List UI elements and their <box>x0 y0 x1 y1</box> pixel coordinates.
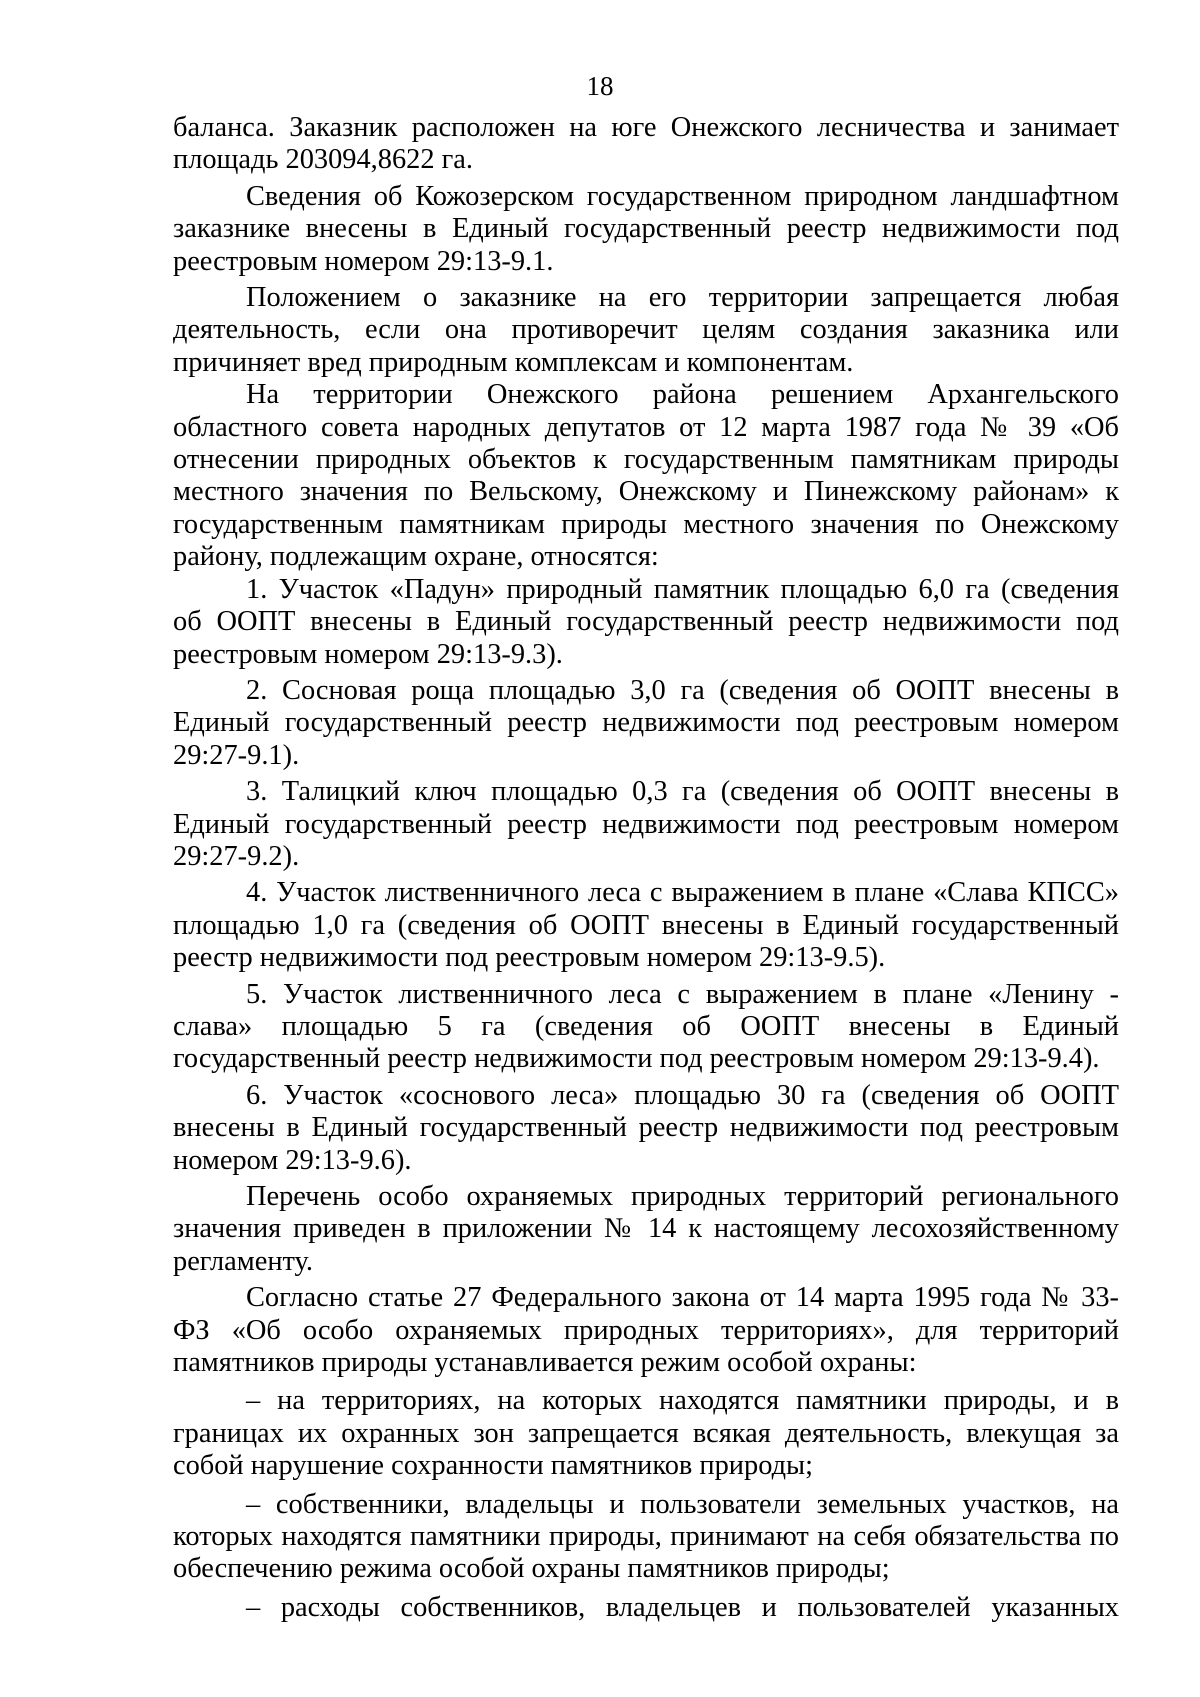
list-item: 5. Участок лиственничного леса с выражением в плане «Ленину - слава» площадью 5 га (сведения об ООПТ внесены в Единый государственный реестр недвижимости под реестровым номером 29:13-9.4). <box>173 978 1119 1075</box>
paragraph: Перечень особо охраняемых природных территорий регионального значения приведен в приложении № 14 к настоящему лесохозяйственному регламенту. <box>173 1181 1119 1277</box>
list-item: 3. Талицкий ключ площадью 0,3 га (сведения об ООПТ внесены в Единый государственный реестр недвижимости под реестровым номером 29:27-9.2). <box>173 776 1119 872</box>
paragraph: Согласно статье 27 Федерального закона от 14 марта 1995 года № 33-ФЗ «Об особо охраняемых природных территориях», для территорий памятников природы устанавливается режим особой охраны: <box>173 1282 1119 1379</box>
list-item: 6. Участок «соснового леса» площадью 30 га (сведения об ООПТ внесены в Единый государственный реестр недвижимости под реестровым номером 29:13-9.6). <box>173 1079 1119 1176</box>
dash-list-item: – на территориях, на которых находятся памятники природы, и в границах их охранных зон запрещается всякая деятельность, влекущая за собой нарушение сохранности памятников природы; <box>173 1385 1119 1482</box>
paragraph-continuation: баланса. Заказник расположен на юге Онежского лесничества и занимает площадь 203094,8622 га. <box>173 112 1119 176</box>
dash-list-item: – расходы собственников, владельцев и пользователей указанных <box>246 1591 1119 1623</box>
document-body <box>173 112 1119 1624</box>
list-item: 2. Сосновая роща площадью 3,0 га (сведения об ООПТ внесены в Единый государственный реестр недвижимости под реестровым номером 29:27-9.1). <box>173 674 1119 771</box>
list-item: 1. Участок «Падун» природный памятник площадью 6,0 га (сведения об ООПТ внесены в Единый государственный реестр недвижимости под реестровым номером 29:13-9.3). <box>173 573 1119 670</box>
paragraph: На территории Онежского района решением Архангельского областного совета народных депутатов от 12 марта 1987 года № 39 «Об отнесении природных объектов к государственным памятникам природы местного значения по Вельскому, Онежскому и Пинежскому районам» к государственным памятникам природы местного значения по Онежскому району, подлежащим охране, относятся: <box>173 379 1119 573</box>
dash-list-item: – собственники, владельцы и пользователи земельных участков, на которых находятся памятники природы, принимают на себя обязательства по обеспечению режима особой охраны памятников природы; <box>173 1488 1119 1585</box>
page-number: 18 <box>586 71 614 101</box>
paragraph: Положением о заказнике на его территории запрещается любая деятельность, если она противоречит целям создания заказника или причиняет вред природным комплексам и компонентам. <box>173 282 1119 378</box>
paragraph: Сведения об Кожозерском государственном природном ландшафтном заказнике внесены в Единый государственный реестр недвижимости под реестровым номером 29:13-9.1. <box>173 180 1119 277</box>
list-item: 4. Участок лиственничного леса с выражением в плане «Слава КПСС» площадью 1,0 га (сведения об ООПТ внесены в Единый государственный реестр недвижимости под реестровым номером 29:13-9.5). <box>173 877 1119 974</box>
